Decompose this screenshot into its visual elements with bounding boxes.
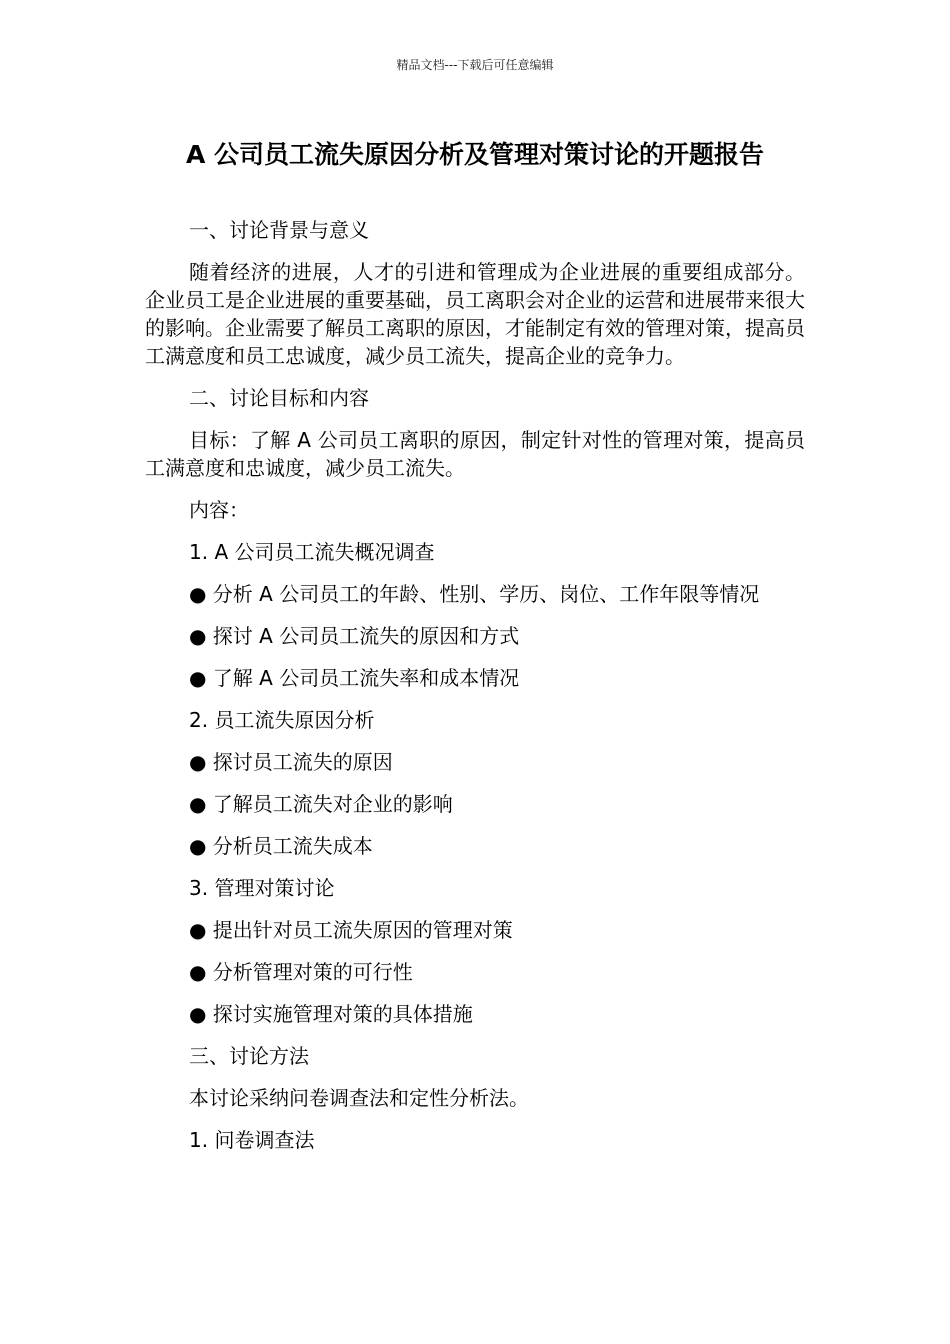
list-item: ● 探讨 A 公司员工流失的原因和方式 [189,624,520,648]
list-item: ● 探讨员工流失的原因 [189,750,393,774]
background-paragraph: 随着经济的进展，人才的引进和管理成为企业进展的重要组成部分。企业员工是企业进展的重要基础，员工离职会对企业的运营和进展带来很大的影响。企业需要了解员工离职的原因，才能制定有效的管理对策，提高员工满意度和员工忠诚度，减少员工流失，提高企业的竞争力。 [145,260,805,368]
list-item: ● 了解员工流失对企业的影响 [189,792,453,816]
methods-paragraph: 本讨论采纳问卷调查法和定性分析法。 [189,1086,529,1110]
section-heading-background: 一、讨论背景与意义 [189,218,369,242]
header-note: 精品文档---下载后可任意编辑 [396,58,554,72]
list-item: ● 分析管理对策的可行性 [189,960,413,984]
content-label: 内容： [189,498,249,522]
section-heading-methods: 三、讨论方法 [189,1044,309,1068]
document-body [145,216,805,1168]
list-item: ● 了解 A 公司员工流失率和成本情况 [189,666,520,690]
list-item: ● 探讨实施管理对策的具体措施 [189,1002,473,1026]
list-item: 2. 员工流失原因分析 [189,708,375,732]
goals-paragraph: 目标：了解 A 公司员工离职的原因，制定针对性的管理对策，提高员工满意度和忠诚度，减少员工流失。 [145,428,805,480]
list-item: 1. 问卷调查法 [189,1128,315,1152]
section-heading-goals: 二、讨论目标和内容 [189,386,369,410]
list-item: ● 分析 A 公司员工的年龄、性别、学历、岗位、工作年限等情况 [189,582,760,606]
list-item: ● 提出针对员工流失原因的管理对策 [189,918,513,942]
list-item: 3. 管理对策讨论 [189,876,335,900]
document-title: A 公司员工流失原因分析及管理对策讨论的开题报告 [185,140,765,169]
list-item: 1. A 公司员工流失概况调查 [189,540,435,564]
list-item: ● 分析员工流失成本 [189,834,373,858]
